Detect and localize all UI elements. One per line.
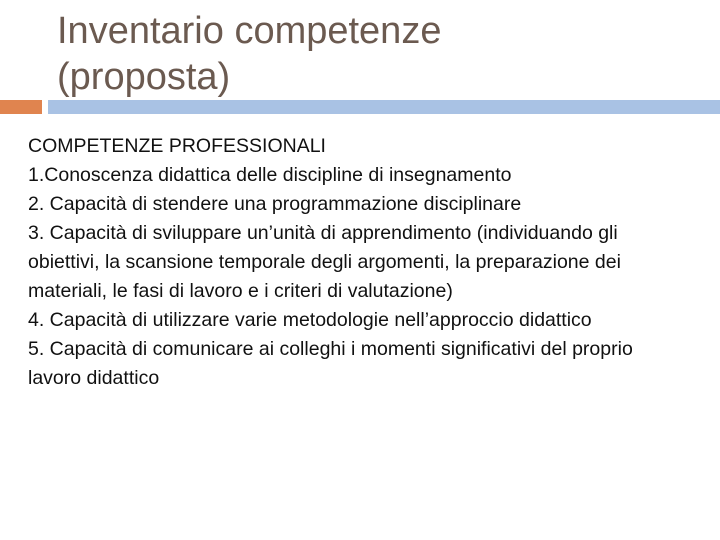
list-item: 3. Capacità di sviluppare un’unità di apprendimento (individuando gli obiettivi, la scansione temporale degli argomenti, la preparazione dei materiali, le fasi di lavoro e i criteri di valutazione) [28, 222, 621, 302]
list-item: 2. Capacità di stendere una programmazione disciplinare [28, 193, 522, 215]
slide-title-line-2: (proposta) [57, 56, 231, 98]
slide-body [28, 132, 688, 393]
slide-title [57, 8, 697, 100]
list-item: 1.Conoscenza didattica delle discipline di insegnamento [28, 164, 512, 186]
section-heading: COMPETENZE PROFESSIONALI [28, 135, 326, 157]
list-item: 4. Capacità di utilizzare varie metodologie nell’approccio didattico [28, 309, 592, 331]
list-item: 5. Capacità di comunicare ai colleghi i momenti significativi del proprio lavoro didattico [28, 338, 633, 389]
title-underline-bar [48, 100, 720, 114]
slide-title-line-1: Inventario competenze [57, 10, 442, 52]
title-underline-accent [0, 100, 42, 114]
